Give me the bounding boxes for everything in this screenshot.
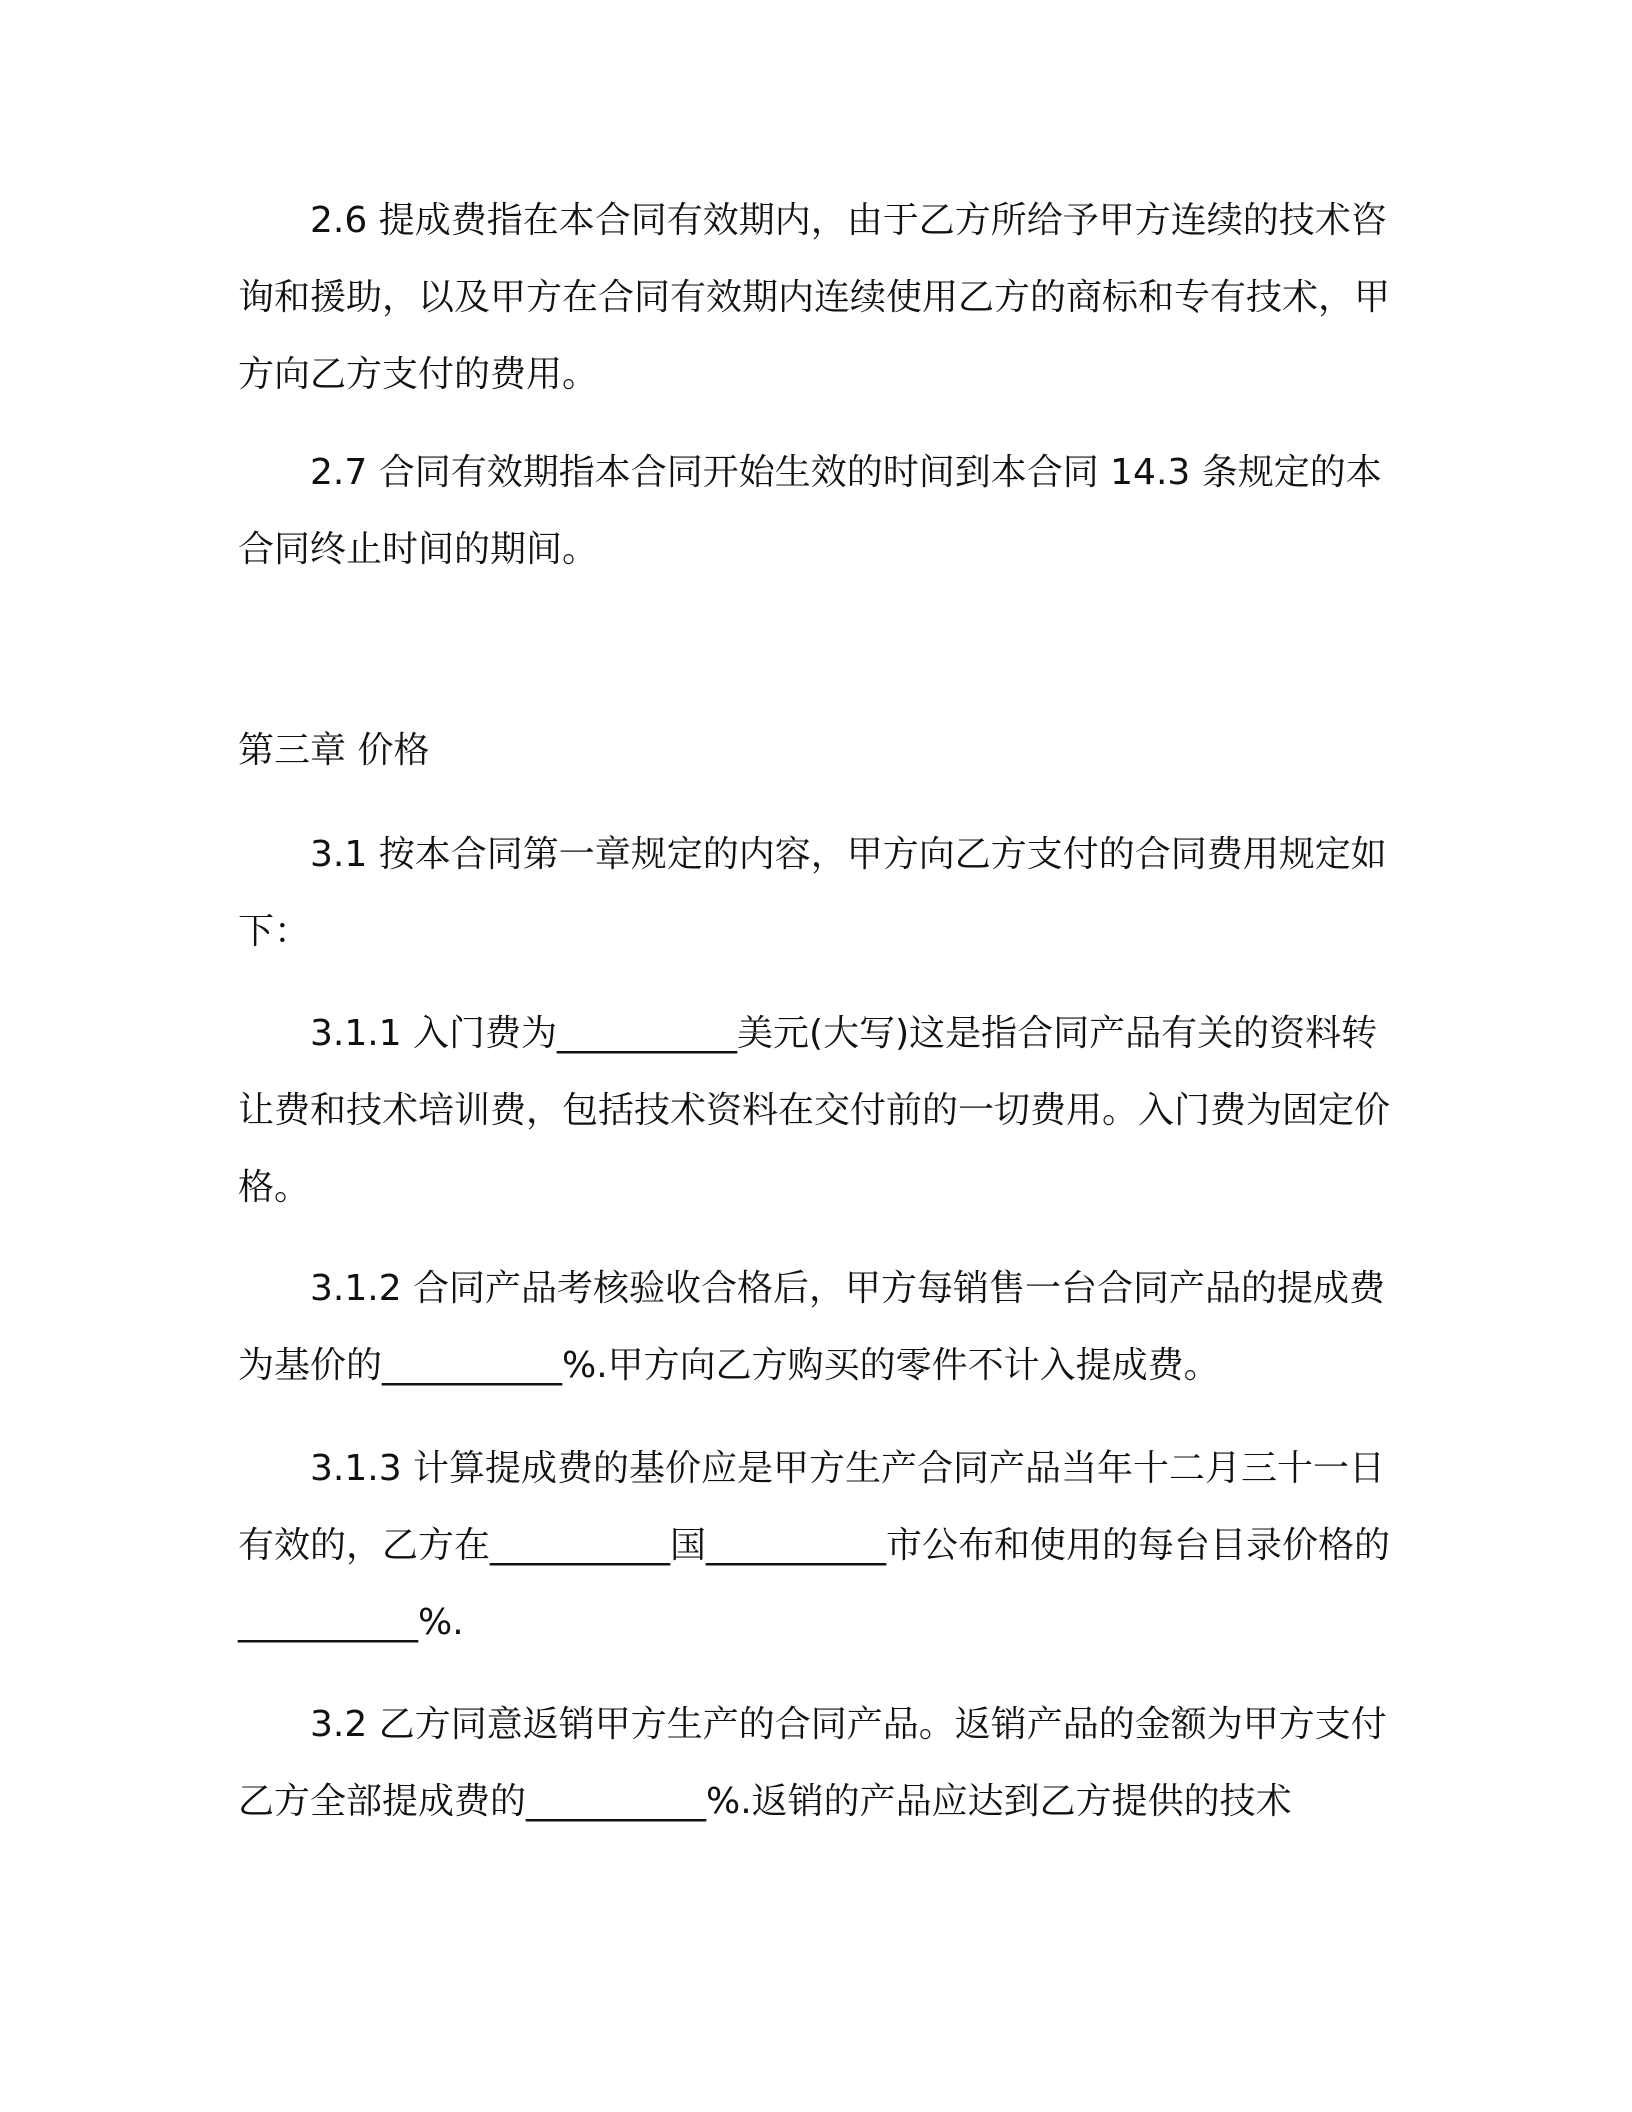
clause-3-1-3: 3.1.3 计算提成费的基价应是甲方生产合同产品当年十二月三十一日有效的，乙方在__________国__________市公布和使用的每台目录价格的__________%.	[238, 1448, 1391, 1643]
clause-2-7: 2.7 合同有效期指本合同开始生效的时间到本合同 14.3 条规定的本合同终止时间的期间。	[238, 452, 1382, 570]
clause-2-6: 2.6 提成费指在本合同有效期内，由于乙方所给予甲方连续的技术咨询和援助，以及甲方在合同有效期内连续使用乙方的商标和专有技术，甲方向乙方支付的费用。	[238, 200, 1391, 395]
clause-3-1-2: 3.1.2 合同产品考核验收合格后，甲方每销售一台合同产品的提成费为基价的__________%.甲方向乙方购买的零件不计入提成费。	[238, 1268, 1386, 1386]
clause-3-1-1: 3.1.1 入门费为__________美元(大写)这是指合同产品有关的资料转让费和技术培训费，包括技术资料在交付前的一切费用。入门费为固定价格。	[238, 1013, 1391, 1208]
chapter-heading: 第三章 价格	[238, 730, 430, 771]
clause-3-1: 3.1 按本合同第一章规定的内容，甲方向乙方支付的合同费用规定如下：	[238, 834, 1387, 952]
clause-3-2: 3.2 乙方同意返销甲方生产的合同产品。返销产品的金额为甲方支付乙方全部提成费的__________%.返销的产品应达到乙方提供的技术	[238, 1704, 1387, 1822]
